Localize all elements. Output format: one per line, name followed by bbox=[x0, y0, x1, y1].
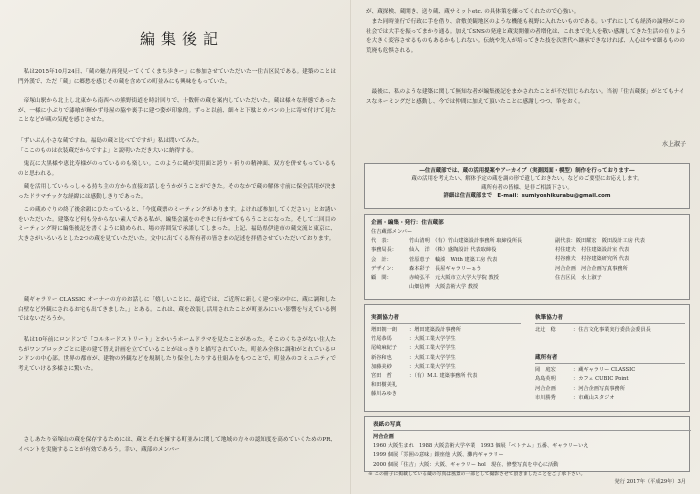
notice-line-2: 蔵の活用を考えたい、解体予定の蔵を調の形で遺しておきたい。などのご要望にお応えします。 bbox=[411, 176, 643, 183]
survey-section bbox=[371, 313, 521, 400]
survey-row: 新谷和也 ：大阪工業大学学生 bbox=[371, 354, 456, 361]
photo-note: ※ この冊子に掲載している蔵の写真は風景の一部として撮影させて頂きましたことをご了承下さい。 bbox=[368, 472, 586, 477]
signature: 水上淑子 bbox=[661, 141, 686, 148]
owner-row: 市川勝秀 ：市蔵山スタジオ bbox=[535, 394, 615, 401]
credits-box bbox=[364, 214, 690, 300]
column-divider bbox=[350, 0, 351, 494]
notice-line-1: ―住吉蔵部では、蔵の活用提案やアーカイブ（実測図面・模型）制作を行っております― bbox=[419, 168, 635, 174]
paragraph-9: 私は10年前にロンドンで「コルネードストリート」とかいうホームドラマを見たことがあった。そこのくちさがない住人たちがワンブロックごとに建の建て替え計画を立てていることがはっきりと描写されていた。町並み全体に調和がとれているロンドンの中心部。世界の都市が、建物の外観などを規制したり保全したりする仕組みをもつことで、町並みのコミュニティで考えていける多様さに驚いた。 bbox=[18, 337, 336, 372]
owners-heading: 蔵所有者 bbox=[535, 355, 558, 362]
member-row: 副代表：阪田耀宏 阪田設計工房 代表 bbox=[555, 238, 645, 244]
owner-row: 鳥島英明 ：カフェ CUBIC Point bbox=[535, 376, 629, 383]
survey-heading: 実測協力者 bbox=[371, 315, 399, 321]
survey-row: 増田朝一朗 ：増田建築設計事務所 bbox=[371, 327, 461, 333]
right-column bbox=[352, 0, 700, 494]
survey-row: 加藤美紗 ：大阪工業大学学生 bbox=[371, 363, 456, 370]
survey-row: 尾崎麻紀子 ：大阪工業大学学生 bbox=[371, 345, 456, 352]
paragraph-10: さしあたり帝塚山の蔵を保存するためには、蔵とそれを擁する町並みに関して地域の方々の認知度を高めていくためのPR、イベントを実施することが有効であろう。幸い、蔵部のメンバー bbox=[18, 437, 336, 453]
member-row: 会 計： 菅原恵子 輪湊 With 建築工房 代表 bbox=[371, 256, 498, 263]
paragraph-8: 蔵ギャラリー CLASSIC オーナーの方のお話しに「嬉しいことに、最近では、ご近所に新しく建つ家の中に、蔵に調和した白壁など外観にされるお宅も出てきました。」とある。これは、蔵を改装し活用されたことが町並みにいい影響を与えている例ではないだろうか。 bbox=[18, 297, 336, 323]
credits-right bbox=[555, 237, 685, 283]
writers-owners-section bbox=[535, 313, 685, 403]
paragraph-4: 「ここのものは衣装蔵だからですよ」と説明いただき大いに納得する。 bbox=[18, 148, 197, 154]
paragraph-5: 鬼瓦に大黒様や恵比寿様がのっているのも楽しい。このように蔵が実用面と誇り・祈りの精神面、双方を併せもっているものと思われる。 bbox=[18, 161, 336, 177]
photo-row: 1999 個展「雰囲の意味」銀座他 大阪、灘内ギャラリー bbox=[373, 452, 504, 459]
paragraph-3: 「ずいぶん小さな蔵ですね。福島の蔵と比べてですが」私は問いてみた。 bbox=[18, 138, 203, 144]
member-row: 代 表： 竹山清明 （有）竹山建築設計事務所 取締役所長 bbox=[371, 238, 523, 245]
writer-row: 北辻 稔 ：住吉文化事業実行委員会委員長 bbox=[535, 327, 651, 333]
credits-left bbox=[371, 228, 553, 292]
survey-row: 宮田 哲 ：（有）M.I. 建築事務所 代表 bbox=[371, 373, 478, 380]
publication-date: 発行 2017年（平成29年）3月 bbox=[614, 479, 686, 485]
paragraph-2: 帝塚山駅から北上し北東から南西への熊野街道を時計回りで、十数軒の蔵を案内していただいた。蔵は様々な形態であったが、一様に小ぶりで漆喰が輝かず母屋の脇や裏手に建つ姿が印象的。ずっと以前、細々と下駄とカバンの上に寄せ付けて見たことなどが蔵の気配を感じさせた。 bbox=[18, 98, 336, 124]
right-paragraph-2: また同時並行で行政に手を借り、倉敷美観地区のような機能も視野に入れたいものである。いずれにしても経済の論理がこの社会では大手を振ってまかり通る。加えてSNSの発達と蔵実開催の者増化は、これまで先人を敬い感謝してきた生活の在りようを大きく変容させるものもあるかもしれない。伝統や先人が培ってきた技を次世代へ継承できなければ、人心はやせ細るものの荒廃も危惧される。 bbox=[366, 19, 687, 54]
page-title: 編集後記 bbox=[139, 30, 224, 48]
member-row: 村住建夫 村住建築設計室 代表 bbox=[555, 247, 630, 254]
survey-row: 藤川みゆき bbox=[371, 391, 397, 398]
survey-row: 和田樹美礼 bbox=[371, 382, 397, 389]
right-paragraph-1: が、蔵探検、蔵開き、送り蔵、蔵サミットetc. の具体策を練ってくれたので心強い。 bbox=[366, 9, 580, 15]
photo-credits-box bbox=[364, 416, 690, 472]
paragraph-6: 蔵を活用していらっしゃる持ち主の方から直接お話しをうかがうことができた。そのなかで蔵の解体寸前に保全活用が決まったドラマチックな経緯には感動しきりであった。 bbox=[18, 184, 336, 200]
photo-section bbox=[373, 420, 691, 470]
photo-heading: 表紙の写真 bbox=[373, 422, 401, 428]
notice-box bbox=[364, 163, 690, 209]
contributors-box bbox=[364, 304, 690, 412]
writers-heading: 執筆協力者 bbox=[535, 315, 563, 321]
member-row: 事務局長： 仙入 洋 （株）盛陶設計 代表取締役 bbox=[371, 247, 497, 254]
member-row: 住吉区民 水上淑子 bbox=[555, 274, 602, 281]
members-label: 住吉蔵部メンバー bbox=[371, 229, 413, 235]
member-row: デザイン： 森本彩子 長屋ギャラリーぁう bbox=[371, 265, 482, 272]
photo-row: 1960 大阪生まれ 1988 大阪芸術大学卒業 1993 個展「ベトナム」五番、ギャラリーいえ bbox=[373, 443, 589, 450]
notice-line-3: 蔵所有者の皆様、是非ご相談下さい。 bbox=[481, 184, 573, 191]
paragraph-7: この蔵めぐりの終了後余韻にひたっていると、「今度蔵票のミーティングがあります。よければ参加してください」とお誘いをいただいた。建築など何も分からない素人である私が、編集会議をのぞきに行かせてもらうことになった。そして二回目のミーティング時に編集後記を書くように勧められ、場の雰囲気で承諾してしまった。上記、福島県伊達市の蔵交流と東京に、大きさがいろいろとした2つの蔵を見ていただいた。文中に出てくる所有者の皆さまの記述を拝借させていただいております。 bbox=[18, 207, 336, 242]
notice-line-4: 詳細は住吉蔵部まで E-mail：sumiyoshikurabu@gmail.com bbox=[443, 193, 611, 200]
member-row: 顧 問： 赤崎弘平 元大阪市立大学大学院 教授 bbox=[371, 275, 499, 282]
member-row: 河合企画 河合企画写真事務所 bbox=[555, 265, 628, 272]
owner-row: 河合企画 ：河合企画写真事務所 bbox=[535, 385, 625, 392]
photographer-name: 河合企画 bbox=[373, 434, 394, 440]
owner-row: 岡 庭宏 ：蔵ギャラリー CLASSIC bbox=[535, 367, 636, 374]
paragraph-1: 私は2015年10月24日、「蔵の魅力再発見ーてくてくまち歩きー」に参加させていただいた一住吉区民である。建築のことは門外漢で、ただ「蔵」に郷愁を感じその蔵を含めての町並みにも興味をもっていた。 bbox=[18, 69, 336, 85]
credits-heading: 企画・編集・発行：住吉蔵部 bbox=[371, 220, 444, 226]
right-paragraph-3: 最後に、私のような建築に関して無知な者が編集後記をまかされたことが不だ信じられない。当初「住吉蔵探」がとてもナイスなネーミングだと感動し、今では仲間に加えて頂いたことに感謝しつつ、筆をおく。 bbox=[366, 89, 685, 105]
photo-row: 2000 個展「住吉」大阪：大阪、ギャラリー hol 現在、修整写真を中心に活動 bbox=[373, 461, 559, 468]
member-row: 村谷雅夫 村谷建築研究所 代表 bbox=[555, 256, 630, 263]
member-row: 山畑信博 大阪芸術大学 教授 bbox=[409, 284, 479, 291]
survey-row: 竹尾恭馬 ：大阪工業大学学生 bbox=[371, 336, 456, 343]
